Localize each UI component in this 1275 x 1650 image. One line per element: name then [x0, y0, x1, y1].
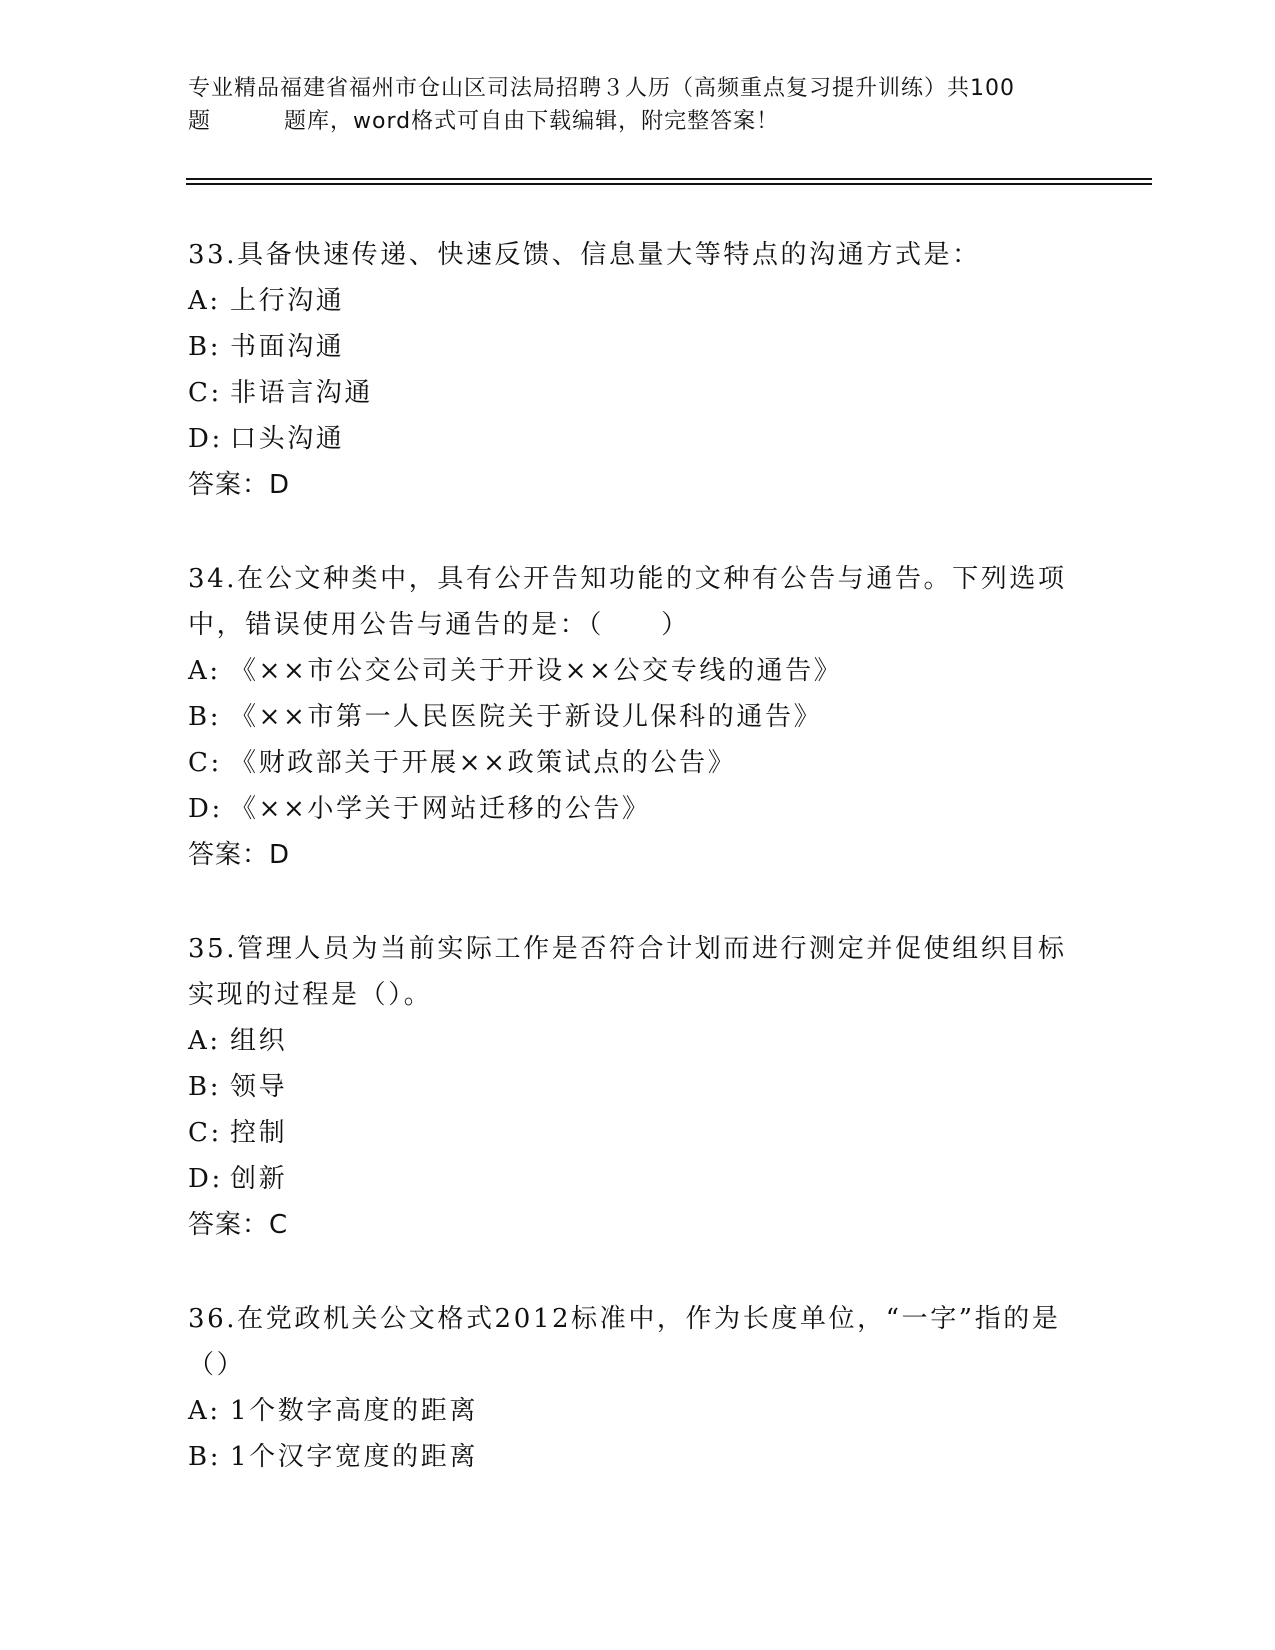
question-text: 35.管理人员为当前实际工作是否符合计划而进行测定并促使组织目标实现的过程是（）。: [188, 934, 1067, 1010]
option-key: B:: [188, 1072, 222, 1102]
option-text: 《××小学关于网站迁移的公告》: [230, 794, 651, 824]
option-key: B:: [188, 1442, 222, 1472]
header-title-line1: 专业精品福建省福州市仓山区司法局招聘３人历（高频重点复习提升训练）共100: [188, 76, 1015, 101]
option-b: [188, 694, 1088, 740]
question-text: 33.具备快速传递、快速反馈、信息量大等特点的沟通方式是：: [188, 240, 981, 270]
option-c: [188, 1110, 1088, 1156]
question-item: [188, 926, 1088, 1248]
option-c: [188, 370, 1088, 416]
option-text: 领导: [230, 1072, 288, 1102]
option-key: C:: [188, 378, 222, 408]
option-text: 创新: [230, 1164, 288, 1194]
option-d: [188, 416, 1088, 462]
option-d: [188, 1156, 1088, 1202]
header-divider-bottom: [186, 183, 1152, 185]
option-key: B:: [188, 702, 222, 732]
option-text: 1个数字高度的距离: [230, 1396, 478, 1426]
option-key: C:: [188, 748, 222, 778]
answer-text: 答案：D: [188, 470, 291, 500]
answer-text: 答案：D: [188, 840, 291, 870]
option-key: C:: [188, 1118, 222, 1148]
option-key: D:: [188, 424, 223, 454]
option-b: [188, 324, 1088, 370]
option-text: 非语言沟通: [230, 378, 374, 408]
option-b: [188, 1064, 1088, 1110]
option-c: [188, 740, 1088, 786]
option-a: [188, 648, 1088, 694]
header-title-line2: [188, 105, 1088, 138]
option-key: A:: [188, 656, 221, 686]
option-text: 控制: [230, 1118, 288, 1148]
option-text: 口头沟通: [230, 424, 345, 454]
question-list: [188, 232, 1088, 1528]
header-title-line2-prefix: 题: [188, 109, 212, 134]
header-divider-top: [186, 178, 1152, 180]
question-text: 36.在党政机关公文格式2012标准中，作为长度单位，“一字”指的是（）: [188, 1304, 1061, 1380]
option-key: A:: [188, 286, 221, 316]
question-item: [188, 556, 1088, 878]
option-key: B:: [188, 332, 222, 362]
option-key: A:: [188, 1026, 221, 1056]
option-text: 1个汉字宽度的距离: [230, 1442, 478, 1472]
option-key: D:: [188, 794, 223, 824]
header-title-line2-rest: 题库，word格式可自由下载编辑，附完整答案！: [284, 109, 780, 134]
question-text: 34.在公文种类中，具有公开告知功能的文种有公告与通告。下列选项中，错误使用公告与通告的是：（ ）: [188, 564, 1067, 640]
option-text: 《××市第一人民医院关于新设儿保科的通告》: [230, 702, 823, 732]
option-text: 《××市公交公司关于开设××公交专线的通告》: [230, 656, 843, 686]
option-b: [188, 1434, 1088, 1480]
option-a: [188, 1018, 1088, 1064]
question-item: [188, 1296, 1088, 1480]
option-d: [188, 786, 1088, 832]
option-a: [188, 1388, 1088, 1434]
question-item: [188, 232, 1088, 508]
option-text: 书面沟通: [230, 332, 345, 362]
option-a: [188, 278, 1088, 324]
option-key: A:: [188, 1396, 221, 1426]
option-text: 上行沟通: [230, 286, 345, 316]
option-text: 组织: [230, 1026, 288, 1056]
option-text: 《财政部关于开展××政策试点的公告》: [230, 748, 737, 778]
option-key: D:: [188, 1164, 223, 1194]
document-header: [188, 72, 1088, 138]
answer-text: 答案：C: [188, 1210, 289, 1240]
